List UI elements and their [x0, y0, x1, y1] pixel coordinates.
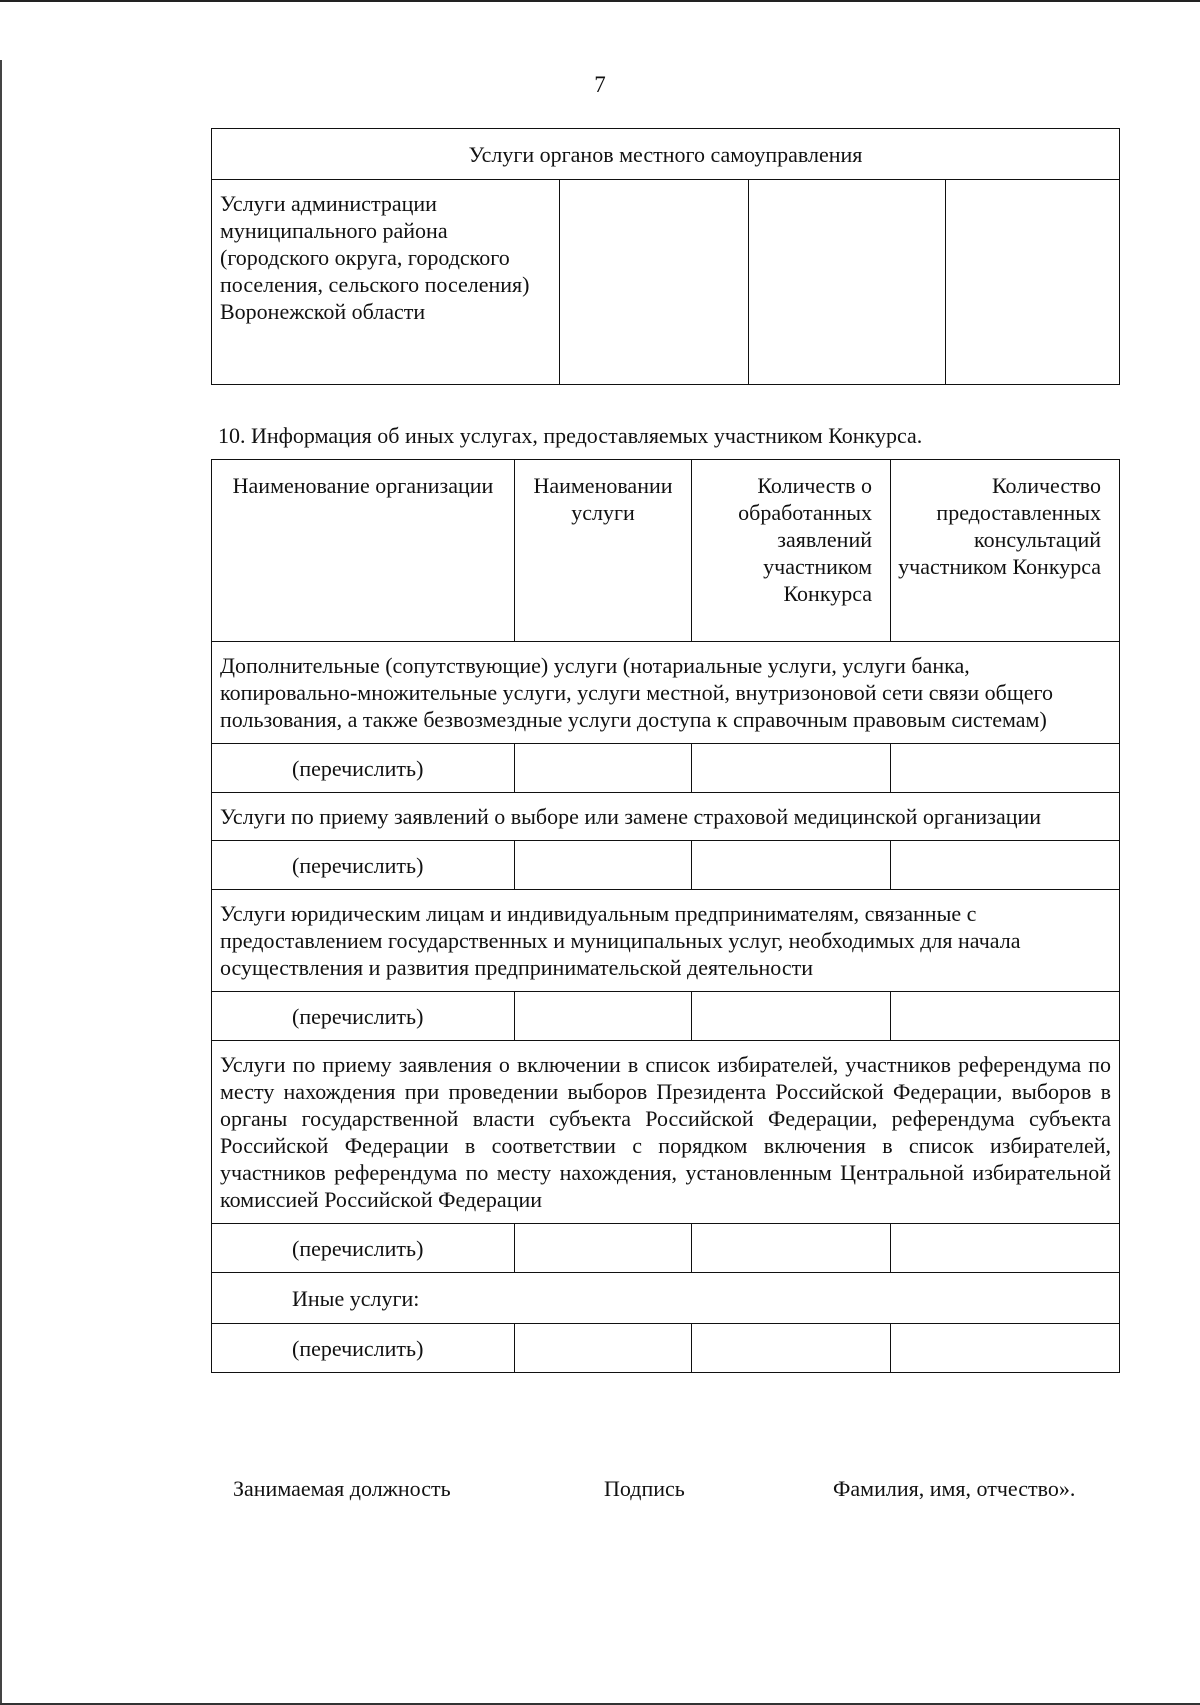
table-cell-applications[interactable] [692, 744, 891, 793]
table-cell-applications[interactable] [692, 841, 891, 890]
group-title-business-services: Услуги юридическим лицам и индивидуальным предпринимателям, связанные с предоставлением государственных и муниципальных услуг, необходимых для начала осуществления и развития предпринимательской деятельности [212, 890, 1120, 992]
table-cell-consultations[interactable] [891, 992, 1120, 1041]
table-cell-applications[interactable] [692, 1224, 891, 1273]
scan-edge-left [0, 60, 2, 1705]
local-gov-header: Услуги органов местного самоуправления [212, 129, 1120, 180]
group-title-additional-services: Дополнительные (сопутствующие) услуги (нотариальные услуги, услуги банка, копировально-множительные услуги, услуги местной, внутризоновой сети связи общего пользования, а также безвозмездные услуги доступа к справочным правовым системам) [212, 642, 1120, 744]
local-gov-cell-applications[interactable] [749, 180, 946, 385]
table-cell-service[interactable] [515, 992, 692, 1041]
page-number: 7 [594, 72, 606, 97]
local-gov-cell-service[interactable] [560, 180, 749, 385]
list-item-label: (перечислить) [212, 992, 515, 1041]
table-cell-consultations[interactable] [891, 1324, 1120, 1373]
list-item-label: (перечислить) [212, 1324, 515, 1373]
signature-fullname-label: Фамилия, имя, отчество». [833, 1476, 1076, 1501]
list-item-label: (перечислить) [212, 841, 515, 890]
group-title-medical-insurance: Услуги по приему заявлений о выборе или замене страховой медицинской организации [212, 793, 1120, 841]
col-header-consultations: Количество предоставленных консультаций участником Конкурса [891, 460, 1120, 642]
table-cell-consultations[interactable] [891, 1224, 1120, 1273]
col-header-service: Наименовании услуги [515, 460, 692, 642]
signature-position-label: Занимаемая должность [233, 1476, 451, 1501]
table-cell-consultations[interactable] [891, 744, 1120, 793]
other-services-table [211, 459, 1120, 1373]
table-cell-applications[interactable] [692, 1324, 891, 1373]
col-header-applications: Количеств о обработанных заявлений участником Конкурса [692, 460, 891, 642]
col-header-organization: Наименование организации [212, 460, 515, 642]
local-gov-services-table [211, 128, 1120, 385]
group-title-voter-list: Услуги по приему заявления о включении в список избирателей, участников референдума по месту нахождения при проведении выборов Президента Российской Федерации, выборов в органы государственной власти субъекта Российской Федерации, референдума субъекта Российской Федерации в соответствии с порядком включения в список избирателей, участников референдума по месту нахождения, установленным Центральной избирательной комиссией Российской Федерации [212, 1041, 1120, 1224]
list-item-label: (перечислить) [212, 1224, 515, 1273]
group-title-other-services: Иные услуги: [212, 1273, 1120, 1324]
table-cell-service[interactable] [515, 1224, 692, 1273]
section-10-title: 10. Информация об иных услугах, предоставляемых участником Конкурса. [218, 423, 923, 448]
table-cell-consultations[interactable] [891, 841, 1120, 890]
table-cell-service[interactable] [515, 1324, 692, 1373]
local-gov-row-label: Услуги администрации муниципального района (городского округа, городского поселения, сельского поселения) Воронежской области [212, 180, 560, 385]
local-gov-cell-consultations[interactable] [946, 180, 1120, 385]
list-item-label: (перечислить) [212, 744, 515, 793]
table-cell-service[interactable] [515, 744, 692, 793]
scan-edge-top [0, 0, 1200, 2]
signature-label: Подпись [604, 1476, 685, 1501]
table-cell-service[interactable] [515, 841, 692, 890]
table-cell-applications[interactable] [692, 992, 891, 1041]
